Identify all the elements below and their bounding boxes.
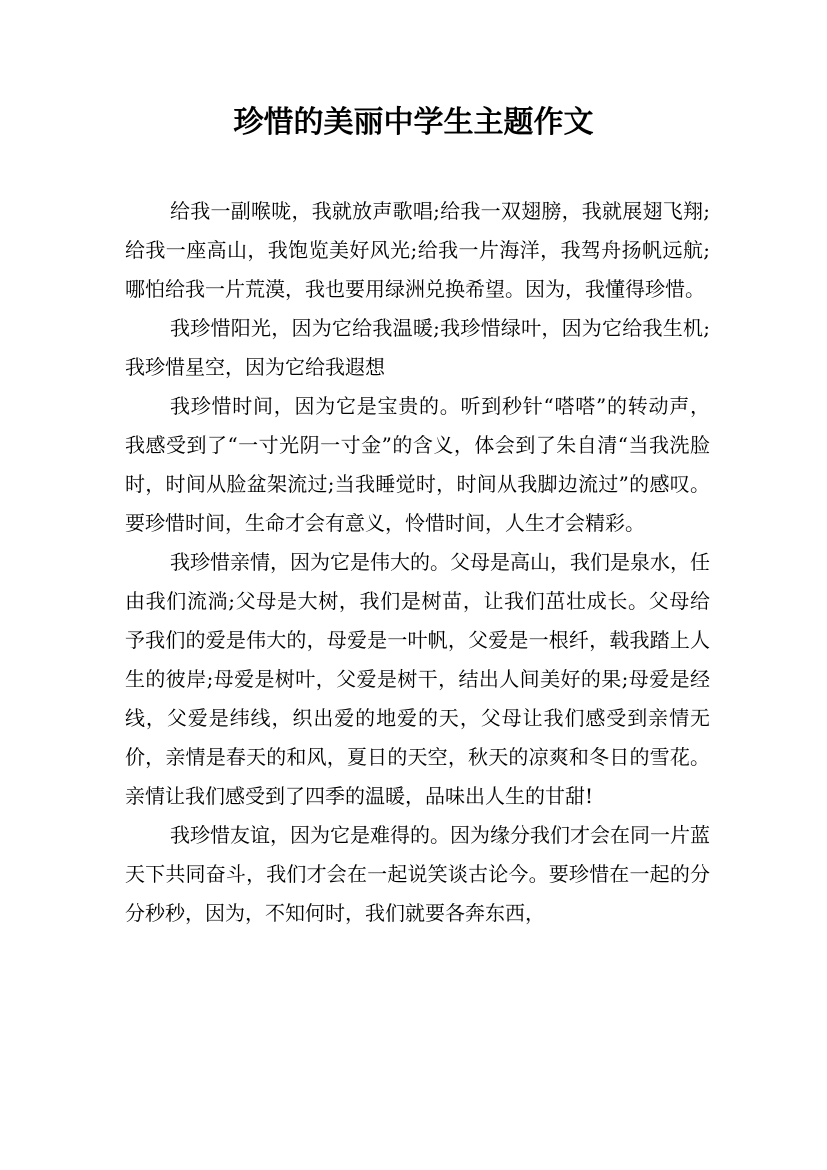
paragraph-sunshine: 我珍惜阳光，因为它给我温暖;我珍惜绿叶，因为它给我生机;我珍惜星空，因为它给我遐想 xyxy=(125,316,710,379)
paragraph-friendship: 我珍惜友谊，因为它是难得的。因为缘分我们才会在同一片蓝天下共同奋斗，我们才会在一起说笑谈古论今。要珍惜在一起的分分秒秒，因为，不知何时，我们就要各奔东西， xyxy=(125,823,710,925)
document-body xyxy=(125,192,710,933)
document-title: 珍惜的美丽中学生主题作文 xyxy=(233,105,594,140)
paragraph-family: 我珍惜亲情，因为它是伟大的。父母是高山，我们是泉水，任由我们流淌;父母是大树，我们是树苗，让我们茁壮成长。父母给予我们的爱是伟大的，母爱是一叶帆，父爱是一根纤，载我踏上人生的彼岸;母爱是树叶，父爱是树干，结出人间美好的果;母爱是经线，父爱是纬线，织出爱的地爱的天，父母让我们感受到亲情无价，亲情是春天的和风，夏日的天空，秋天的凉爽和冬日的雪花。亲情让我们感受到了四季的温暖，品味出人生的甘甜! xyxy=(125,550,710,808)
paragraph-time: 我珍惜时间，因为它是宝贵的。听到秒针“嗒嗒”的转动声，我感受到了“一寸光阴一寸金”的含义，体会到了朱自清“当我洗脸时，时间从脸盆架流过;当我睡觉时，时间从我脚边流过”的感叹。要珍惜时间，生命才会有意义，怜惜时间，人生才会精彩。 xyxy=(125,394,710,535)
paragraph-intro: 给我一副喉咙，我就放声歌唱;给我一双翅膀，我就展翅飞翔;给我一座高山，我饱览美好风光;给我一片海洋，我驾舟扬帆远航;哪怕给我一片荒漠，我也要用绿洲兑换希望。因为，我懂得珍惜。 xyxy=(125,199,710,301)
